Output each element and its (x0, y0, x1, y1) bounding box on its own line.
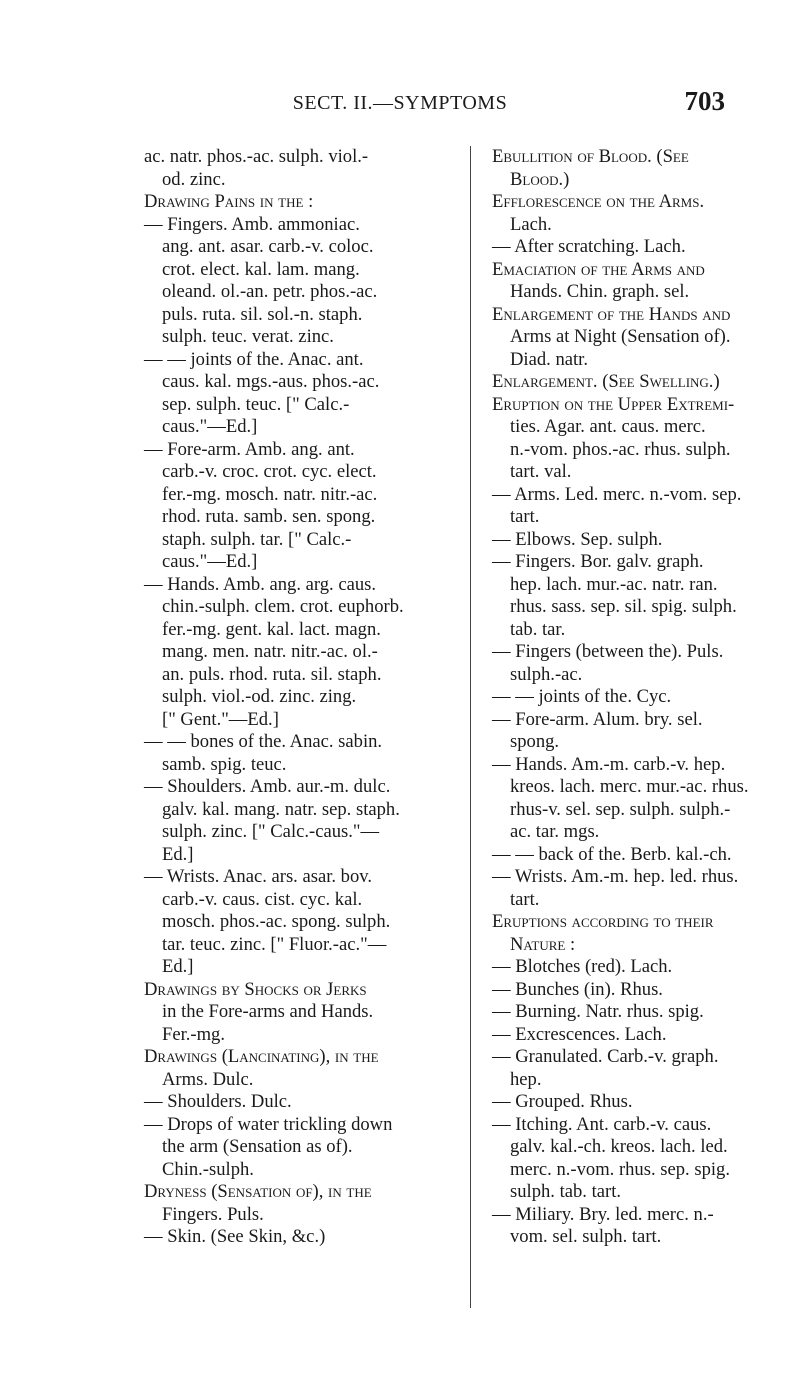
text-line: — Fingers (between the). Puls. (492, 641, 724, 662)
text-line: merc. n.-vom. rhus. sep. spig. (510, 1158, 730, 1180)
column-divider (470, 146, 471, 1308)
text-line: Eruptions according to their (492, 911, 714, 932)
text-line: fer.-mg. mosch. natr. nitr.-ac. (162, 483, 378, 505)
text-line: Drawing Pains in the : (144, 191, 314, 212)
text-line: mang. men. natr. nitr.-ac. ol.- (162, 641, 378, 662)
text-line: — — back of the. Berb. kal.-ch. (492, 843, 732, 865)
text-line: — Burning. Natr. rhus. spig. (492, 1001, 704, 1022)
text-line: Enlargement of the Hands and (492, 303, 731, 325)
text-line: tab. tar. (510, 618, 566, 640)
text-line: sulph.-ac. (510, 663, 583, 685)
text-line: Drawings by Shocks or Jerks (144, 978, 367, 1000)
text-line: caus."—Ed.] (162, 416, 258, 437)
right-column (492, 146, 800, 1249)
text-line: galv. kal. mang. natr. sep. staph. (162, 798, 400, 820)
text-line: Drawings (Lancinating), in the (144, 1046, 379, 1067)
text-line: fer.-mg. gent. kal. lact. magn. (162, 618, 381, 640)
text-line: sulph. tab. tart. (510, 1181, 622, 1202)
text-line: — Excrescences. Lach. (492, 1023, 667, 1045)
text-line: — Skin. (See Skin, &c.) (144, 1226, 326, 1247)
text-line: — Itching. Ant. carb.-v. caus. (492, 1113, 712, 1135)
text-line: — — joints of the. Anac. ant. (144, 348, 364, 370)
text-line: Chin.-sulph. (162, 1158, 254, 1180)
text-line: mosch. phos.-ac. spong. sulph. (162, 911, 391, 932)
text-line: sulph. viol.-od. zinc. zing. (162, 686, 357, 707)
text-line: od. zinc. (162, 168, 226, 190)
text-line: — Shoulders. Dulc. (144, 1091, 292, 1112)
text-line: — — bones of the. Anac. sabin. (144, 731, 383, 752)
text-line: — Hands. Amb. ang. arg. caus. (144, 573, 377, 595)
text-line: sep. sulph. teuc. [" Calc.- (162, 393, 350, 415)
text-line: the arm (Sensation as of). (162, 1136, 353, 1157)
text-line: galv. kal.-ch. kreos. lach. led. (510, 1136, 728, 1157)
text-line: rhus. sass. sep. sil. spig. sulph. (510, 596, 737, 617)
text-line: hep. (510, 1068, 542, 1090)
text-line: rhod. ruta. samb. sen. spong. (162, 506, 376, 527)
text-line: vom. sel. sulph. tart. (510, 1226, 662, 1247)
text-line: Ebullition of Blood. (See (492, 146, 689, 167)
text-line: — Grouped. Rhus. (492, 1091, 633, 1112)
text-line: sulph. zinc. [" Calc.-caus."— (162, 821, 380, 842)
text-line: hep. lach. mur.-ac. natr. ran. (510, 573, 718, 595)
text-line: tart. val. (510, 461, 572, 482)
text-line: Blood.) (510, 168, 570, 190)
text-line: Efflorescence on the Arms. (492, 191, 705, 212)
text-line: Nature : (510, 933, 576, 955)
text-line: Emaciation of the Arms and (492, 258, 705, 280)
page-number: 703 (684, 86, 725, 116)
text-line: — Blotches (red). Lach. (492, 956, 673, 977)
text-line: Ed.] (162, 843, 194, 865)
text-line: Hands. Chin. graph. sel. (510, 281, 690, 302)
text-line: sulph. teuc. verat. zinc. (162, 326, 334, 347)
text-line: [" Gent."—Ed.] (162, 708, 279, 730)
text-line: Arms at Night (Sensation of). (510, 326, 731, 347)
text-line: Diad. natr. (510, 348, 588, 370)
text-line: — — joints of the. Cyc. (492, 686, 672, 707)
text-line: chin.-sulph. clem. crot. euphorb. (162, 596, 404, 617)
text-line: in the Fore-arms and Hands. (162, 1001, 374, 1022)
text-line: caus."—Ed.] (162, 551, 258, 572)
text-line: — Fore-arm. Alum. bry. sel. (492, 708, 703, 730)
text-line: — Bunches (in). Rhus. (492, 978, 663, 1000)
text-line: carb.-v. caus. cist. cyc. kal. (162, 888, 363, 910)
running-head: SECT. II.—SYMPTOMS (292, 92, 508, 114)
text-line: — Drops of water trickling down (144, 1113, 393, 1135)
text-line: samb. spig. teuc. (162, 753, 287, 775)
text-line: puls. ruta. sil. sol.-n. staph. (162, 303, 363, 325)
text-line: tart. (510, 888, 540, 910)
text-line: Dryness (Sensation of), in the (144, 1181, 372, 1202)
text-line: — Fore-arm. Amb. ang. ant. (144, 438, 355, 460)
text-line: — Hands. Am.-m. carb.-v. hep. (492, 753, 726, 775)
text-line: crot. elect. kal. lam. mang. (162, 258, 360, 280)
text-line: — Fingers. Bor. galv. graph. (492, 551, 704, 572)
text-line: carb.-v. croc. crot. cyc. elect. (162, 461, 377, 482)
text-line: Enlargement. (See Swelling.) (492, 371, 720, 392)
left-column (144, 146, 456, 1249)
text-line: Eruption on the Upper Extremi- (492, 393, 735, 415)
text-line: kreos. lach. merc. mur.-ac. rhus. (510, 776, 749, 797)
text-line: rhus-v. sel. sep. sulph. sulph.- (510, 798, 731, 820)
text-line: an. puls. rhod. ruta. sil. staph. (162, 663, 382, 685)
text-line: ang. ant. asar. carb.-v. coloc. (162, 236, 374, 257)
text-line: tar. teuc. zinc. [" Fluor.-ac."— (162, 933, 387, 955)
text-line: Lach. (510, 213, 552, 235)
text-line: — After scratching. Lach. (492, 236, 686, 257)
text-line: — Wrists. Anac. ars. asar. bov. (144, 866, 373, 887)
text-line: — Miliary. Bry. led. merc. n.- (492, 1203, 714, 1225)
page-header (0, 86, 800, 130)
text-line: ac. natr. phos.-ac. sulph. viol.- (144, 146, 369, 167)
text-line: — Granulated. Carb.-v. graph. (492, 1046, 719, 1067)
text-line: Fingers. Puls. (162, 1203, 264, 1225)
text-line: — Elbows. Sep. sulph. (492, 528, 663, 550)
text-line: ties. Agar. ant. caus. merc. (510, 416, 706, 437)
text-line: — Shoulders. Amb. aur.-m. dulc. (144, 776, 391, 797)
text-line: — Fingers. Amb. ammoniac. (144, 213, 360, 235)
text-line: oleand. ol.-an. petr. phos.-ac. (162, 281, 378, 302)
text-line: n.-vom. phos.-ac. rhus. sulph. (510, 438, 731, 460)
text-line: caus. kal. mgs.-aus. phos.-ac. (162, 371, 380, 392)
text-line: Arms. Dulc. (162, 1068, 254, 1090)
text-line: — Wrists. Am.-m. hep. led. rhus. (492, 866, 739, 887)
text-line: tart. (510, 506, 540, 527)
text-line: Fer.-mg. (162, 1023, 226, 1045)
text-line: spong. (510, 731, 560, 752)
text-line: Ed.] (162, 956, 194, 977)
text-line: staph. sulph. tar. [" Calc.- (162, 528, 352, 550)
text-line: — Arms. Led. merc. n.-vom. sep. (492, 483, 742, 505)
text-line: ac. tar. mgs. (510, 821, 600, 842)
